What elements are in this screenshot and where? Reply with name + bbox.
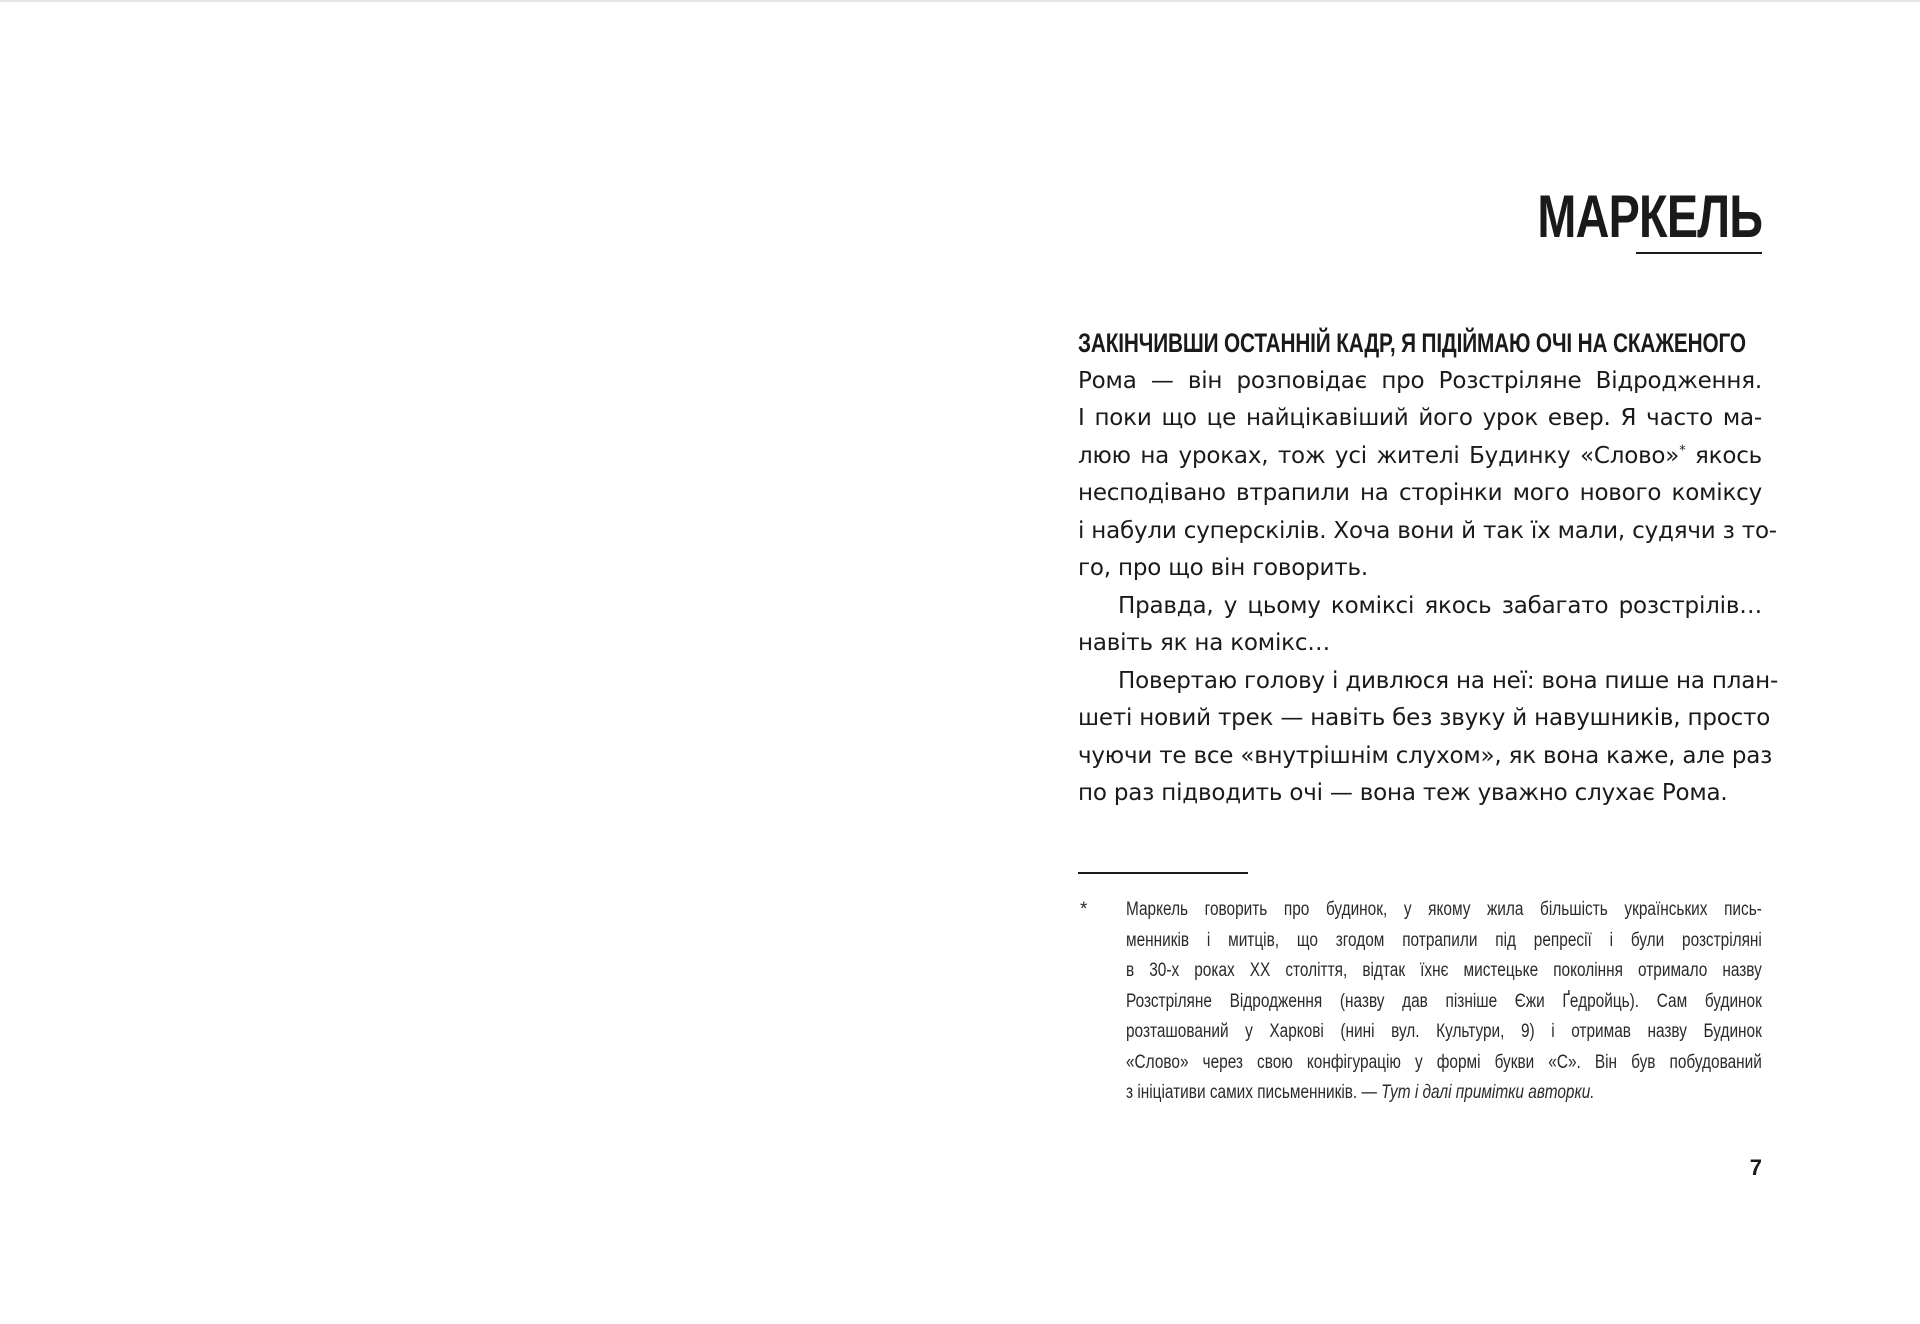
footnote-separator [1078, 872, 1248, 874]
footnote-line: Маркель говорить про будинок, у якому жила більшість українських пись- [1126, 899, 1762, 920]
chapter-lead-in: ЗАКІНЧИВШИ ОСТАННІЙ КАДР, Я ПІДІЙМАЮ ОЧІ НА СКАЖЕНОГО [1078, 328, 1746, 358]
footnote-text [1126, 895, 1762, 1109]
page-number: 7 [1749, 1155, 1762, 1180]
body-line: Рома — він розповідає про Розстріляне Відродження. [1078, 367, 1762, 394]
chapter-title-underline [1636, 252, 1762, 254]
body-line: навіть як на комікс… [1078, 630, 1331, 656]
footnote-line: в 30-х роках ХХ століття, відтак їхнє мистецьке покоління отримало назву [1126, 960, 1762, 981]
body-line: Повертаю голову і дивлюся на неї: вона пише на план- [1118, 667, 1779, 694]
footnote-line: Розстріляне Відродження (назву дав пізніше Єжи Ґедройць). Сам будинок [1126, 990, 1762, 1012]
footnote-author-note: Тут і далі примітки авторки. [1381, 1082, 1595, 1103]
footnote-reference: * [1679, 442, 1686, 458]
body-line: і набули суперскілів. Хоча вони й так їх мали, судячи з то- [1078, 517, 1777, 544]
body-line: го, про що він говорить. [1078, 555, 1368, 581]
body-line: Правда, у цьому коміксі якось забагато розстрілів… [1118, 592, 1762, 619]
chapter-title: МАРКЕЛЬ [1537, 183, 1762, 250]
body-line: несподівано втрапили на сторінки мого нового коміксу [1078, 480, 1762, 506]
footnote-line: менників і митців, що згодом потрапили під репресії і були розстріляні [1126, 929, 1762, 951]
footnote-line: розташований у Харкові (нині вул. Культури, 9) і отримав назву Будинок [1126, 1021, 1762, 1042]
body-line: чуючи те все «внутрішнім слухом», як вона каже, але раз [1078, 742, 1773, 769]
footnote-line-last [1126, 1078, 1762, 1109]
body-line: І поки що це найцікавіший його урок евер. Я часто ма- [1078, 405, 1762, 431]
chapter-body [1078, 325, 1779, 813]
body-line: по раз підводить очі — вона теж уважно слухає Рома. [1078, 780, 1728, 806]
footnote-closing-text: з ініціативи самих письменників. — [1126, 1082, 1382, 1103]
body-line-tail: якось [1685, 442, 1763, 469]
body-line-text: люю на уроках, тож усі жителі Будинку «Слово» [1078, 442, 1680, 469]
footnote-line: «Слово» через свою конфігурацію у формі букви «С». Він був побудований [1126, 1051, 1762, 1073]
body-line: шеті новий трек — навіть без звуку й навушників, просто [1078, 705, 1771, 731]
body-line-with-footnote [1078, 438, 1762, 476]
footnote-marker: * [1080, 899, 1088, 920]
book-page [1078, 0, 1779, 1324]
